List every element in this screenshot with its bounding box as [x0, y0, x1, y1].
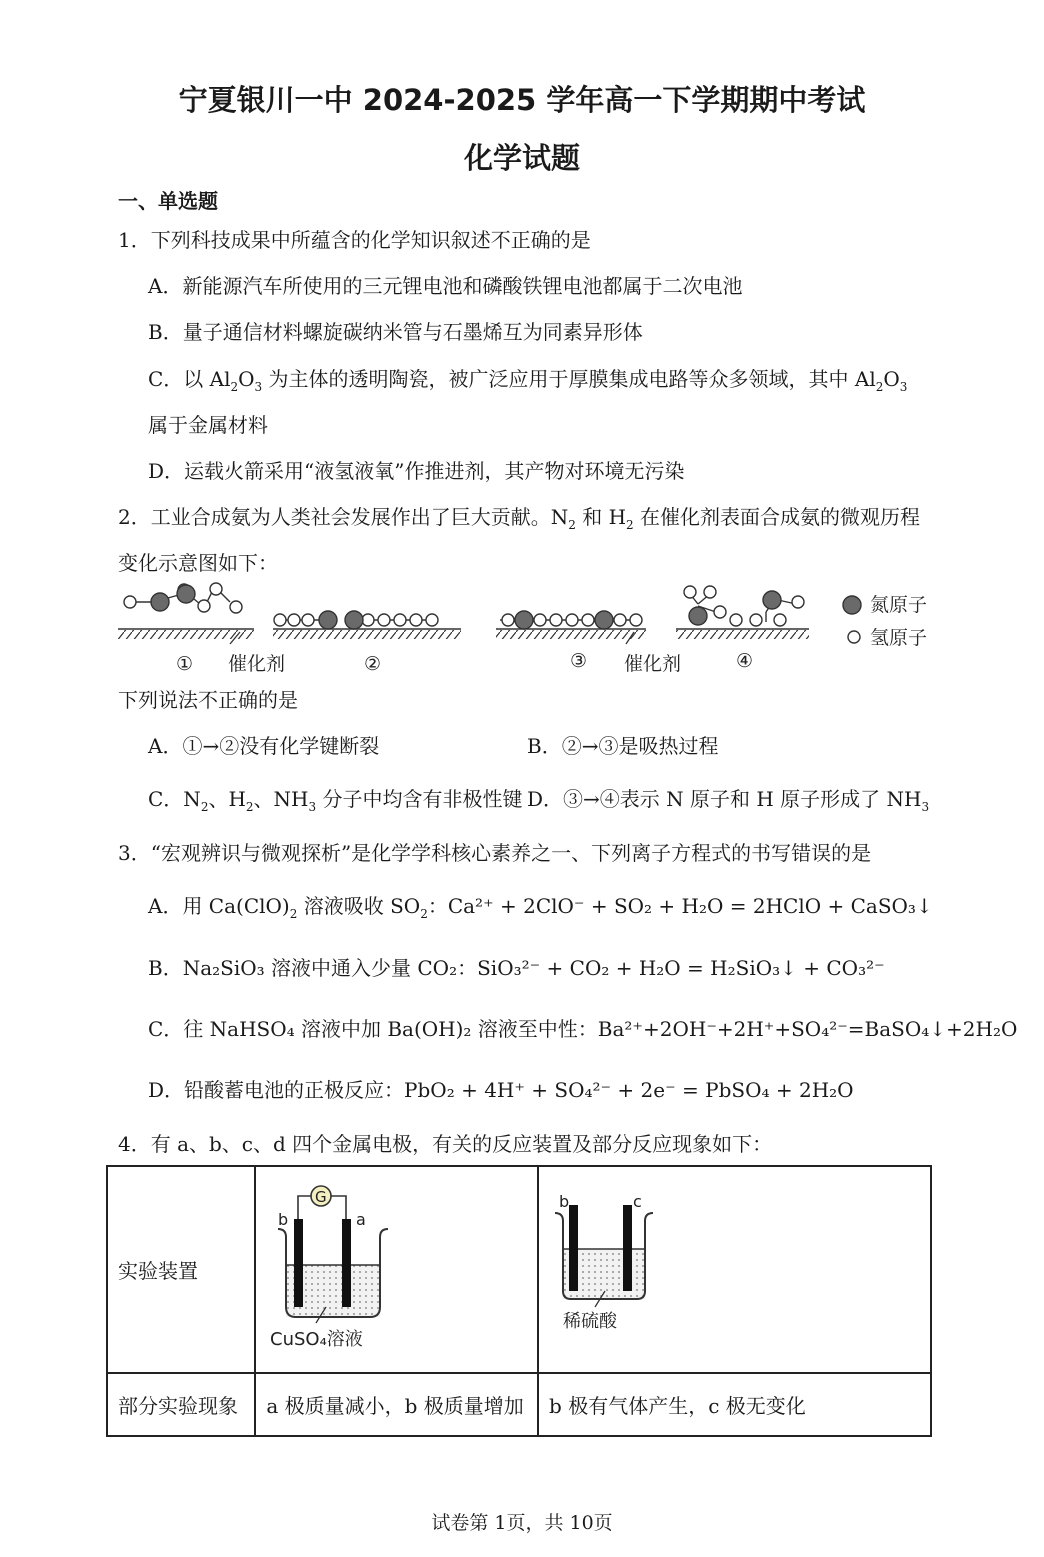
electrode-a	[342, 1219, 351, 1307]
q1-option-a: A．新能源汽车所使用的三元锂电池和磷酸铁锂电池都属于二次电池	[148, 274, 743, 298]
stage-4-label: ④	[736, 650, 754, 672]
surface-2	[273, 630, 461, 639]
q3-option-b: B．Na₂SiO₃ 溶液中通入少量 CO₂：SiO₃²⁻ + CO₂ + H₂O = H₂SiO₃↓ + CO₃²⁻	[148, 956, 885, 980]
catalyst-label-2: 催化剂	[624, 653, 682, 675]
q1-option-b: B．量子通信材料螺旋碳纳米管与石墨烯互为同素异形体	[148, 320, 643, 344]
apparatus-2-cell	[538, 1166, 931, 1373]
q3-option-c: C．往 NaHSO₄ 溶液中加 Ba(OH)₂ 溶液至中性：Ba²⁺+2OH⁻+2H⁺+SO₄²⁻=BaSO₄↓+2H₂O	[148, 1017, 1018, 1041]
surface-3	[496, 630, 646, 639]
q1-option-c: C．以 $Al_2O_3$ 为主体的透明陶瓷，被广泛应用于厚膜集成电路等众多领域，其中 $Al_2O_3$	[148, 367, 908, 394]
q2-stem-cont: 变化示意图如下：	[118, 551, 278, 575]
acid-cell-apparatus	[539, 1167, 929, 1367]
q4-stem: 4．有 a、b、c、d 四个金属电极，有关的反应装置及部分反应现象如下：	[118, 1132, 773, 1156]
catalyst-label-1: 催化剂	[228, 653, 286, 675]
apparatus-1-cell	[255, 1166, 538, 1373]
stage-1-label: ①	[176, 653, 194, 675]
exam-title: 宁夏银川一中 2024-2025 学年高一下学期期中考试	[178, 83, 866, 117]
q3-option-a: A．用 $Ca(ClO)_2$ 溶液吸收 $SO_2$：Ca²⁺ + 2ClO⁻ + SO₂ + H₂O = 2HClO + CaSO₃↓	[148, 894, 933, 921]
ammonia-synthesis-diagram	[116, 582, 946, 682]
exam-subtitle: 化学试题	[463, 141, 580, 175]
row-header-apparatus: 实验装置	[107, 1166, 255, 1373]
q2-option-a: A．①→②没有化学键断裂	[148, 734, 380, 758]
q2-option-c: C．$N_2$、$H_2$、$NH_3$ 分子中均含有非极性键	[148, 787, 523, 814]
stage-3-label: ③	[570, 650, 588, 672]
galvanic-cell-apparatus	[256, 1167, 536, 1367]
q1-option-c-cont: 属于金属材料	[148, 413, 268, 437]
legend-n-symbol	[843, 596, 861, 614]
row-header-phenomena: 部分实验现象	[107, 1373, 255, 1436]
phenomena-1: a 极质量减小，b 极质量增加	[255, 1373, 538, 1436]
legend-n-label: 氮原子	[870, 594, 928, 616]
svg-text:c: c	[633, 1192, 642, 1211]
q3-stem: 3．“宏观辨识与微观探析”是化学学科核心素养之一、下列离子方程式的书写错误的是	[118, 841, 872, 865]
svg-text:稀硫酸: 稀硫酸	[563, 1311, 618, 1332]
svg-text:a: a	[356, 1210, 367, 1229]
q2-option-b: B．②→③是吸热过程	[527, 734, 719, 758]
svg-text:b: b	[278, 1210, 289, 1229]
section-heading: 一、单选题	[118, 189, 218, 213]
electrode-b	[294, 1219, 303, 1307]
svg-text:G: G	[315, 1188, 327, 1206]
stage-2-label: ②	[364, 653, 382, 675]
surface-4	[676, 630, 809, 639]
electrode-b2	[569, 1205, 578, 1291]
experiment-table	[106, 1165, 932, 1437]
legend-h-symbol	[848, 631, 860, 643]
legend-h-label: 氢原子	[870, 627, 928, 649]
surface-1	[118, 630, 254, 639]
q2-option-d: D．③→④表示 N 原子和 H 原子形成了 $NH_3$	[527, 787, 930, 814]
svg-text:b: b	[559, 1192, 570, 1211]
electrode-c	[623, 1205, 632, 1291]
phenomena-2: b 极有气体产生，c 极无变化	[538, 1373, 931, 1436]
svg-text:CuSO₄溶液: CuSO₄溶液	[270, 1329, 364, 1350]
q1-stem: 1．下列科技成果中所蕴含的化学知识叙述不正确的是	[118, 228, 591, 252]
q3-option-d: D．铅酸蓄电池的正极反应：PbO₂ + 4H⁺ + SO₄²⁻ + 2e⁻ = PbSO₄ + 2H₂O	[148, 1078, 854, 1102]
q2-question: 下列说法不正确的是	[118, 688, 298, 712]
q1-option-d: D．运载火箭采用“液氢液氧”作推进剂，其产物对环境无污染	[148, 459, 685, 483]
q2-stem: 2．工业合成氨为人类社会发展作出了巨大贡献。$N_2$ 和 $H_2$ 在催化剂表面合成氨的微观历程	[118, 505, 921, 532]
page-footer: 试卷第 1页，共 10页	[431, 1512, 613, 1534]
